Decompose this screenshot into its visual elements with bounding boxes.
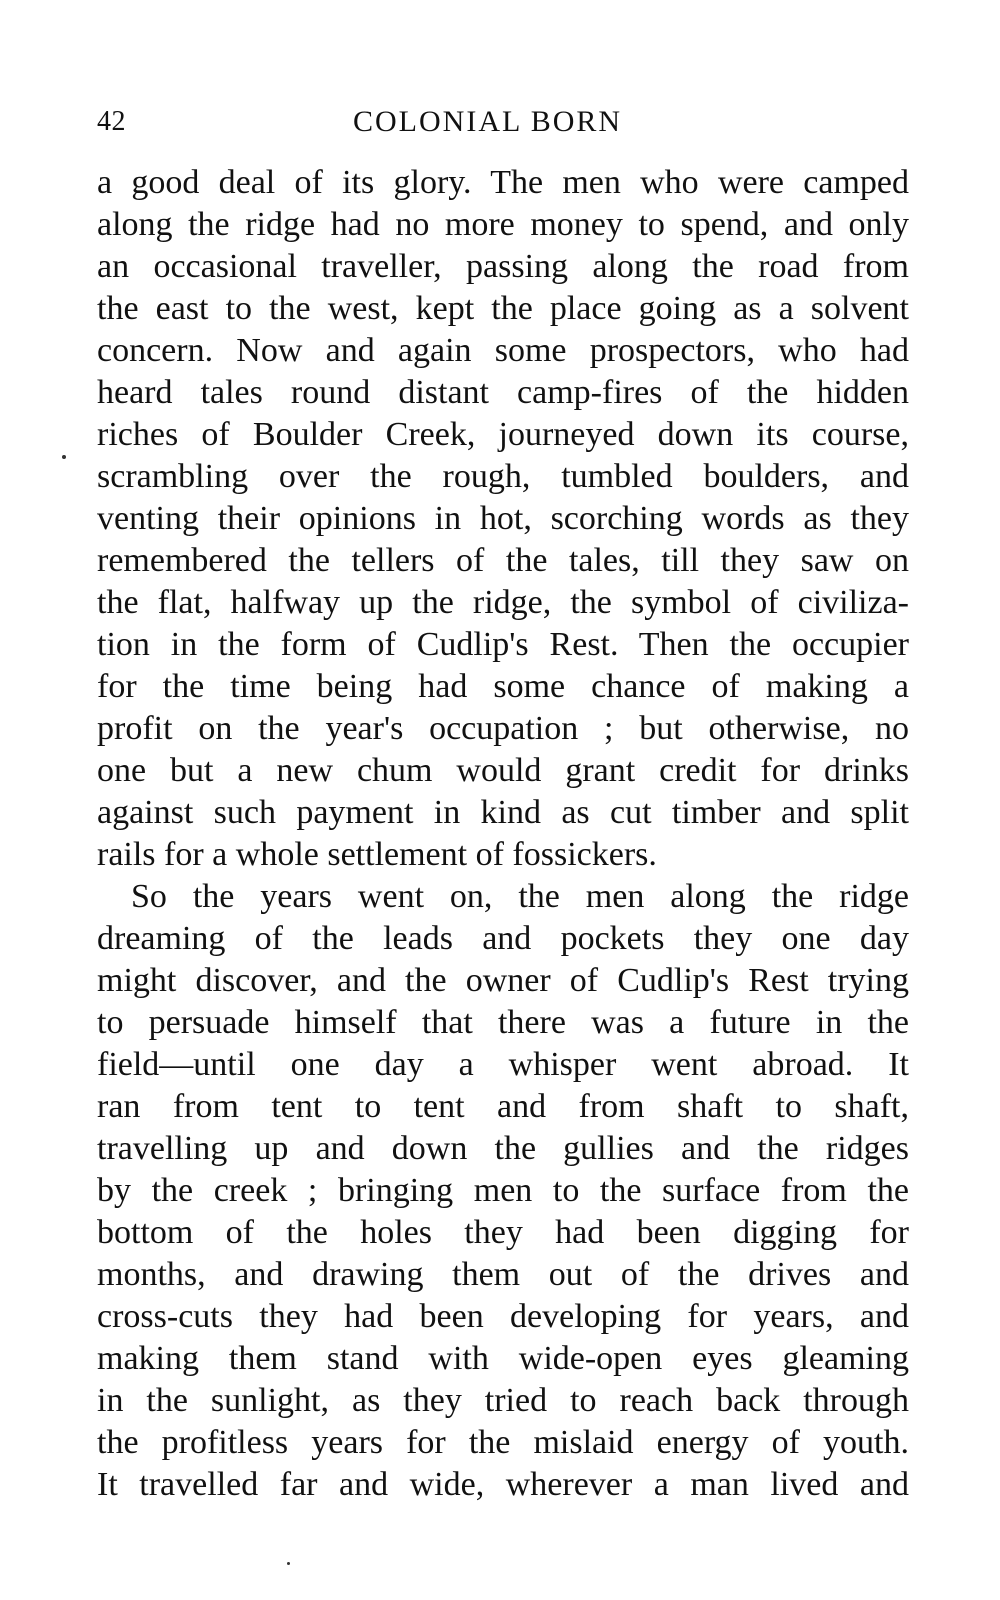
text-line: the east to the west, kept the place going as a solvent [97, 290, 909, 327]
text-line: along the ridge had no more money to spend, and only [97, 206, 909, 243]
text-line: concern. Now and again some prospectors, who had [97, 332, 909, 369]
print-speck [62, 455, 66, 459]
text-line: by the creek ; bringing men to the surface from the [97, 1172, 909, 1209]
text-line: to persuade himself that there was a future in the [97, 1004, 909, 1041]
body-text [97, 162, 909, 1532]
text-line: making them stand with wide-open eyes gleaming [97, 1340, 909, 1377]
text-line: in the sunlight, as they tried to reach back through [97, 1382, 909, 1419]
running-title: COLONIAL BORN [353, 105, 623, 138]
text-line: against such payment in kind as cut timber and split [97, 794, 909, 831]
text-line: an occasional traveller, passing along the road from [97, 248, 909, 285]
text-line: scrambling over the rough, tumbled boulders, and [97, 458, 909, 495]
text-line: It travelled far and wide, wherever a man lived and [97, 1466, 909, 1503]
text-line: a good deal of its glory. The men who were camped [97, 164, 909, 201]
text-line: travelling up and down the gullies and the ridges [97, 1130, 909, 1167]
text-line: venting their opinions in hot, scorching words as they [97, 500, 909, 537]
text-line: the profitless years for the mislaid energy of youth. [97, 1424, 909, 1461]
print-speck [287, 1562, 290, 1565]
page-number: 42 [97, 106, 126, 137]
text-line: for the time being had some chance of making a [97, 668, 909, 705]
text-line: heard tales round distant camp-fires of the hidden [97, 374, 909, 411]
text-line: So the years went on, the men along the ridge [131, 878, 909, 915]
text-line: profit on the year's occupation ; but otherwise, no [97, 710, 909, 747]
text-line: cross-cuts they had been developing for years, and [97, 1298, 909, 1335]
text-line: the flat, halfway up the ridge, the symbol of civiliza- [97, 584, 909, 621]
page-header [97, 100, 909, 144]
text-line: dreaming of the leads and pockets they one day [97, 920, 909, 957]
text-line: remembered the tellers of the tales, till they saw on [97, 542, 909, 579]
text-line: rails for a whole settlement of fossickers. [97, 836, 657, 873]
text-line: one but a new chum would grant credit for drinks [97, 752, 909, 789]
text-line: might discover, and the owner of Cudlip's Rest trying [97, 962, 909, 999]
text-line: months, and drawing them out of the drives and [97, 1256, 909, 1293]
text-line: bottom of the holes they had been digging for [97, 1214, 909, 1251]
text-line: ran from tent to tent and from shaft to shaft, [97, 1088, 909, 1125]
text-line: field—until one day a whisper went abroad. It [97, 1046, 909, 1083]
text-line: tion in the form of Cudlip's Rest. Then the occupier [97, 626, 909, 663]
text-line: riches of Boulder Creek, journeyed down its course, [97, 416, 909, 453]
